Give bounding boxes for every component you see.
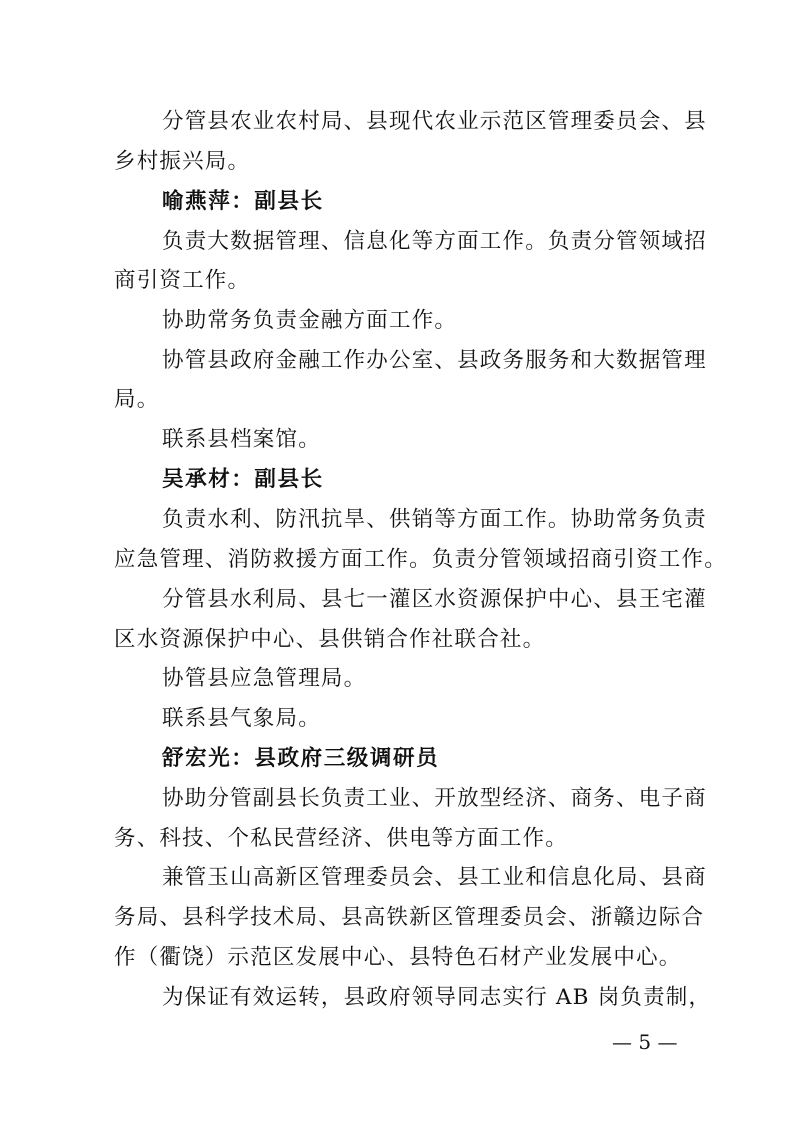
paragraph-line: 区水资源保护中心、县供销合作社联合社。 <box>114 627 546 652</box>
paragraph-line: 应急管理、消防救援方面工作。负责分管领域招商引资工作。 <box>114 547 727 572</box>
paragraph-line: 联系县档案馆。 <box>162 427 321 452</box>
paragraph-line: 乡村振兴局。 <box>114 149 251 174</box>
paragraph-line: 务、科技、个私民营经济、供电等方面工作。 <box>114 826 569 851</box>
section-heading: 喻燕萍：副县长 <box>162 189 324 214</box>
paragraph-line: 兼管玉山高新区管理委员会、县工业和信息化局、县商 <box>162 865 707 890</box>
paragraph-line: 商引资工作。 <box>114 268 251 293</box>
paragraph-line: 协助常务负责金融方面工作。 <box>162 308 458 333</box>
paragraph-line: 协管县应急管理局。 <box>162 666 367 691</box>
paragraph-line: 协助分管副县长负责工业、开放型经济、商务、电子商 <box>162 786 707 811</box>
paragraph-line: 协管县政府金融工作办公室、县政务服务和大数据管理 <box>162 348 707 373</box>
paragraph-line: 作（衢饶）示范区发展中心、县特色石材产业发展中心。 <box>114 945 682 970</box>
section-heading: 舒宏光：县政府三级调研员 <box>162 746 440 771</box>
paragraph-line: 为保证有效运转，县政府领导同志实行 AB 岗负责制， <box>162 985 712 1010</box>
paragraph-line: 分管县农业农村局、县现代农业示范区管理委员会、县 <box>162 109 707 134</box>
paragraph-line: 联系县气象局。 <box>162 706 321 731</box>
paragraph-line: 负责水利、防汛抗旱、供销等方面工作。协助常务负责 <box>162 507 707 532</box>
section-heading: 吴承材：副县长 <box>162 467 324 492</box>
page-number: — 5 — <box>612 1030 678 1054</box>
paragraph-line: 务局、县科学技术局、县高铁新区管理委员会、浙赣边际合 <box>114 905 705 930</box>
paragraph-line: 局。 <box>114 387 160 412</box>
paragraph-line: 分管县水利局、县七一灌区水资源保护中心、县王宅灌 <box>162 587 707 612</box>
paragraph-line: 负责大数据管理、信息化等方面工作。负责分管领域招 <box>162 229 707 254</box>
